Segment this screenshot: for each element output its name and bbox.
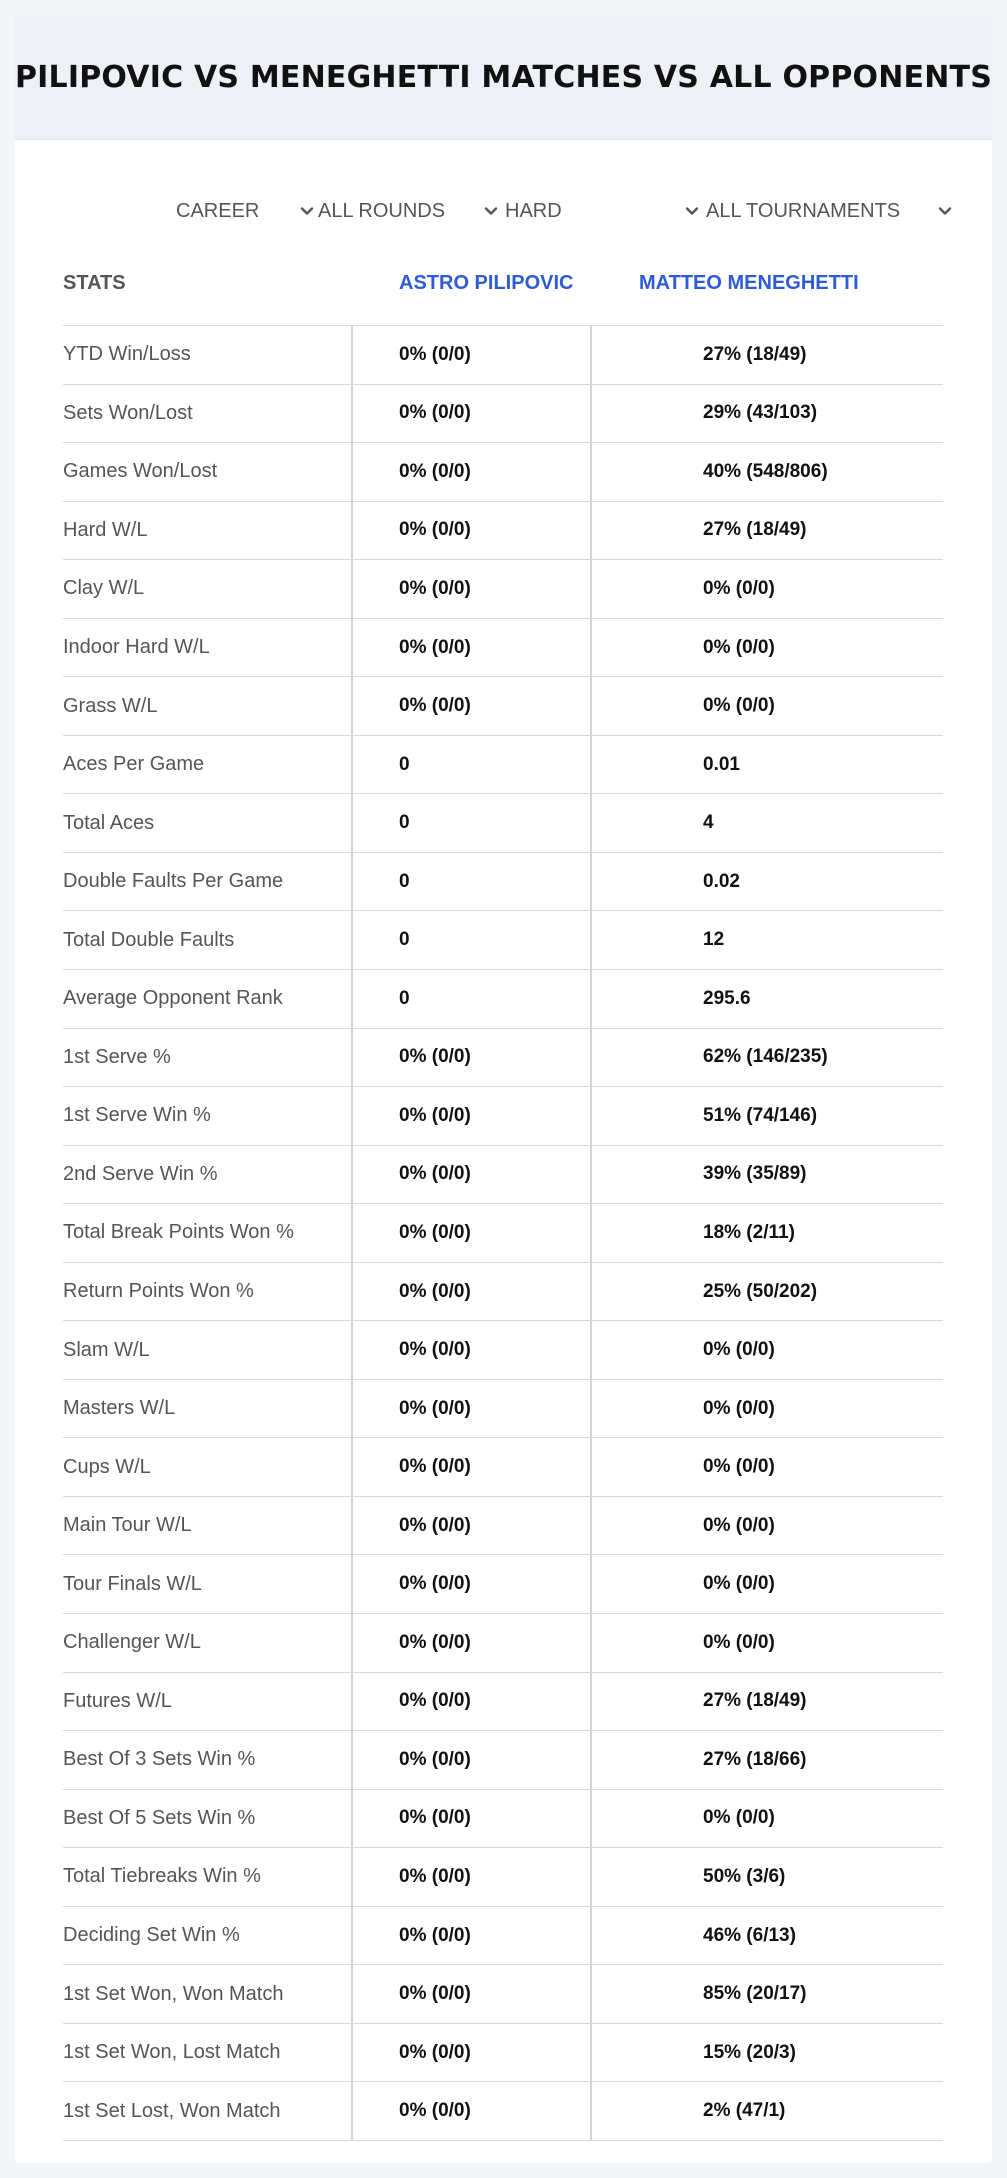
column-divider: [351, 1438, 353, 1496]
stats-card: [15, 15, 992, 2163]
column-divider: [351, 794, 353, 852]
column-divider: [590, 1087, 592, 1145]
column-divider: [351, 1204, 353, 1262]
player1-value: 0% (0/0): [399, 1573, 471, 1595]
player1-value: 0% (0/0): [399, 460, 471, 482]
column-divider: [351, 970, 353, 1028]
filter-bar: [15, 191, 992, 231]
player1-value: 0% (0/0): [399, 402, 471, 424]
player1-value: 0% (0/0): [399, 1163, 471, 1185]
table-row: [63, 2082, 943, 2141]
column-divider: [590, 1263, 592, 1321]
period-select-value: CAREER: [176, 199, 260, 222]
column-divider: [590, 1965, 592, 2023]
column-divider: [351, 1263, 353, 1321]
column-divider: [590, 1907, 592, 1965]
column-divider: [590, 1321, 592, 1379]
stat-label: Masters W/L: [63, 1397, 176, 1420]
player1-value: 0% (0/0): [399, 1807, 471, 1829]
player2-value: 46% (6/13): [703, 1924, 796, 1946]
table-row: [63, 1029, 943, 1088]
player1-link[interactable]: ASTRO PILIPOVIC: [399, 272, 574, 294]
stat-label: 1st Set Won, Lost Match: [63, 2041, 281, 2064]
column-divider: [351, 736, 353, 794]
stat-label: 1st Serve %: [63, 1045, 171, 1068]
table-row: [63, 502, 943, 561]
stat-label: 2nd Serve Win %: [63, 1162, 218, 1185]
table-row: [63, 853, 943, 912]
player1-value: 0% (0/0): [399, 1456, 471, 1478]
player2-value: 27% (18/49): [703, 343, 807, 365]
column-divider: [351, 619, 353, 677]
surface-select-value: HARD: [505, 199, 562, 222]
column-divider: [351, 385, 353, 443]
stat-label: YTD Win/Loss: [63, 343, 191, 366]
column-divider: [351, 1087, 353, 1145]
page-header: [15, 15, 992, 140]
player1-value: 0% (0/0): [399, 1397, 471, 1419]
column-divider: [590, 502, 592, 560]
stat-label: Total Tiebreaks Win %: [63, 1865, 261, 1888]
table-row: [63, 1673, 943, 1732]
player2-value: 27% (18/49): [703, 1690, 807, 1712]
player1-value: 0% (0/0): [399, 1339, 471, 1361]
player1-value: 0% (0/0): [399, 1104, 471, 1126]
table-row: [63, 1321, 943, 1380]
column-divider: [590, 970, 592, 1028]
stat-label: Indoor Hard W/L: [63, 636, 210, 658]
player1-value: 0: [399, 812, 410, 834]
player2-value: 0% (0/0): [703, 695, 775, 717]
player2-value: 4: [703, 812, 714, 834]
player1-value: 0: [399, 870, 410, 892]
player2-value: 0.02: [703, 870, 740, 892]
stat-label: 1st Set Lost, Won Match: [63, 2099, 281, 2122]
stats-column-header: STATS: [63, 272, 126, 294]
column-divider: [590, 619, 592, 677]
column-divider: [590, 677, 592, 735]
rounds-select[interactable]: [318, 191, 501, 231]
player2-value: 0% (0/0): [703, 1631, 775, 1653]
table-row: [63, 443, 943, 502]
stat-label: Main Tour W/L: [63, 1514, 192, 1537]
table-header: [63, 252, 943, 326]
column-divider: [351, 1321, 353, 1379]
table-row: [63, 1731, 943, 1790]
column-divider: [590, 2082, 592, 2140]
page-title: PILIPOVIC VS MENEGHETTI MATCHES VS ALL OPPONENTS: [15, 59, 993, 95]
column-divider: [590, 1673, 592, 1731]
table-row: [63, 1790, 943, 1849]
table-row: [63, 1146, 943, 1205]
table-row: [63, 1965, 943, 2024]
tournaments-select[interactable]: [706, 191, 955, 231]
stat-label: 1st Set Won, Won Match: [63, 1982, 284, 2005]
column-divider: [351, 1907, 353, 1965]
player1-value: 0: [399, 929, 410, 951]
stat-label: Total Aces: [63, 811, 155, 834]
column-divider: [590, 1555, 592, 1613]
table-row: [63, 1204, 943, 1263]
stat-label: Grass W/L: [63, 694, 158, 717]
column-divider: [351, 1380, 353, 1438]
column-divider: [351, 1497, 353, 1555]
player2-value: 0.01: [703, 753, 740, 775]
player2-value: 18% (2/11): [703, 1221, 795, 1243]
player2-value: 0% (0/0): [703, 1514, 775, 1536]
player2-value: 0% (0/0): [703, 1573, 775, 1595]
player2-value: 50% (3/6): [703, 1865, 786, 1887]
player1-value: 0% (0/0): [399, 1221, 471, 1243]
player1-value: 0% (0/0): [399, 1983, 471, 2005]
table-row: [63, 1087, 943, 1146]
player1-value: 0: [399, 987, 410, 1009]
player2-value: 29% (43/103): [703, 402, 818, 424]
column-divider: [590, 326, 592, 384]
table-row: [63, 1380, 943, 1439]
chevron-down-icon: [297, 201, 317, 221]
stat-label: Aces Per Game: [63, 753, 205, 776]
player1-value: 0% (0/0): [399, 519, 471, 541]
column-divider: [590, 1029, 592, 1087]
player2-link[interactable]: MATTEO MENEGHETTI: [639, 272, 859, 294]
stat-label: Clay W/L: [63, 577, 145, 600]
player2-value: 0% (0/0): [703, 1397, 775, 1419]
column-divider: [590, 1438, 592, 1496]
column-divider: [590, 1497, 592, 1555]
player1-value: 0% (0/0): [399, 1865, 471, 1887]
player1-value: 0% (0/0): [399, 1924, 471, 1946]
player2-value: 27% (18/49): [703, 519, 807, 541]
table-row: [63, 1907, 943, 1966]
player1-value: 0% (0/0): [399, 636, 471, 658]
stat-label: Double Faults Per Game: [63, 870, 284, 893]
stat-label: Total Break Points Won %: [63, 1221, 294, 1244]
column-divider: [590, 1731, 592, 1789]
table-row: [63, 794, 943, 853]
column-divider: [351, 1731, 353, 1789]
player1-value: 0% (0/0): [399, 1280, 471, 1302]
column-divider: [351, 1965, 353, 2023]
column-divider: [351, 326, 353, 384]
column-divider: [590, 385, 592, 443]
column-divider: [351, 1673, 353, 1731]
column-divider: [351, 2082, 353, 2140]
column-divider: [590, 443, 592, 501]
column-divider: [590, 2024, 592, 2082]
player2-value: 295.6: [703, 987, 751, 1009]
player1-value: 0% (0/0): [399, 1514, 471, 1536]
column-divider: [590, 1380, 592, 1438]
player2-value: 0% (0/0): [703, 1339, 775, 1361]
player1-value: 0% (0/0): [399, 1631, 471, 1653]
table-row: [63, 736, 943, 795]
stat-label: Deciding Set Win %: [63, 1924, 240, 1947]
column-divider: [590, 911, 592, 969]
stat-label: Slam W/L: [63, 1338, 150, 1361]
column-divider: [590, 736, 592, 794]
column-divider: [351, 1146, 353, 1204]
stat-label: Futures W/L: [63, 1689, 172, 1712]
column-divider: [351, 1029, 353, 1087]
column-divider: [351, 853, 353, 911]
table-row: [63, 385, 943, 444]
player2-value: 40% (548/806): [703, 460, 828, 482]
chevron-down-icon: [935, 201, 955, 221]
player1-value: 0% (0/0): [399, 695, 471, 717]
rounds-select-value: ALL ROUNDS: [318, 199, 446, 222]
table-row: [63, 2024, 943, 2083]
table-body: [63, 326, 943, 2141]
column-divider: [351, 1555, 353, 1613]
table-row: [63, 1555, 943, 1614]
stat-label: Cups W/L: [63, 1455, 151, 1478]
column-divider: [351, 2024, 353, 2082]
table-row: [63, 1848, 943, 1907]
table-row: [63, 1263, 943, 1322]
player2-value: 0% (0/0): [703, 636, 775, 658]
column-divider: [590, 1614, 592, 1672]
player2-value: 0% (0/0): [703, 1456, 775, 1478]
stat-label: Total Double Faults: [63, 928, 235, 951]
player1-value: 0% (0/0): [399, 2100, 471, 2122]
stat-label: Average Opponent Rank: [63, 987, 283, 1010]
player2-value: 39% (35/89): [703, 1163, 807, 1185]
column-divider: [590, 1790, 592, 1848]
table-row: [63, 911, 943, 970]
period-select[interactable]: [176, 191, 317, 231]
player2-value: 25% (50/202): [703, 1280, 818, 1302]
stat-label: Best Of 5 Sets Win %: [63, 1806, 256, 1829]
column-divider: [351, 560, 353, 618]
column-divider: [351, 443, 353, 501]
table-row: [63, 970, 943, 1029]
table-row: [63, 1614, 943, 1673]
table-row: [63, 326, 943, 385]
chevron-down-icon: [682, 201, 702, 221]
player2-value: 2% (47/1): [703, 2100, 786, 2122]
player2-value: 51% (74/146): [703, 1104, 818, 1126]
tournaments-select-value: ALL TOURNAMENTS: [706, 199, 901, 222]
stat-label: Games Won/Lost: [63, 460, 218, 483]
table-row: [63, 1438, 943, 1497]
player2-value: 85% (20/17): [703, 1983, 807, 2005]
player2-value: 15% (20/3): [703, 2041, 796, 2063]
surface-select[interactable]: [505, 191, 702, 231]
chevron-down-icon: [481, 201, 501, 221]
column-divider: [590, 1848, 592, 1906]
column-divider: [590, 1204, 592, 1262]
column-divider: [351, 502, 353, 560]
stats-table: [63, 252, 943, 2141]
column-divider: [351, 677, 353, 735]
player1-value: 0% (0/0): [399, 1690, 471, 1712]
stat-label: Hard W/L: [63, 518, 148, 541]
stat-label: Return Points Won %: [63, 1280, 254, 1303]
column-divider: [351, 911, 353, 969]
column-divider: [351, 1848, 353, 1906]
table-row: [63, 677, 943, 736]
column-divider: [351, 1614, 353, 1672]
stat-label: Challenger W/L: [63, 1631, 201, 1654]
table-row: [63, 1497, 943, 1556]
stat-label: Sets Won/Lost: [63, 401, 193, 424]
column-divider: [351, 1790, 353, 1848]
player2-value: 62% (146/235): [703, 1046, 828, 1068]
player1-value: 0% (0/0): [399, 2041, 471, 2063]
column-divider: [590, 794, 592, 852]
player2-value: 12: [703, 929, 725, 951]
player1-value: 0: [399, 753, 410, 775]
column-divider: [590, 1146, 592, 1204]
column-divider: [590, 853, 592, 911]
table-row: [63, 619, 943, 678]
player2-value: 0% (0/0): [703, 577, 775, 599]
player1-value: 0% (0/0): [399, 577, 471, 599]
player2-value: 0% (0/0): [703, 1807, 775, 1829]
column-divider: [590, 560, 592, 618]
stat-label: 1st Serve Win %: [63, 1104, 211, 1127]
player1-value: 0% (0/0): [399, 343, 471, 365]
player2-value: 27% (18/66): [703, 1748, 807, 1770]
player1-value: 0% (0/0): [399, 1748, 471, 1770]
stat-label: Best Of 3 Sets Win %: [63, 1748, 256, 1771]
player1-value: 0% (0/0): [399, 1046, 471, 1068]
stat-label: Tour Finals W/L: [63, 1572, 202, 1595]
table-row: [63, 560, 943, 619]
